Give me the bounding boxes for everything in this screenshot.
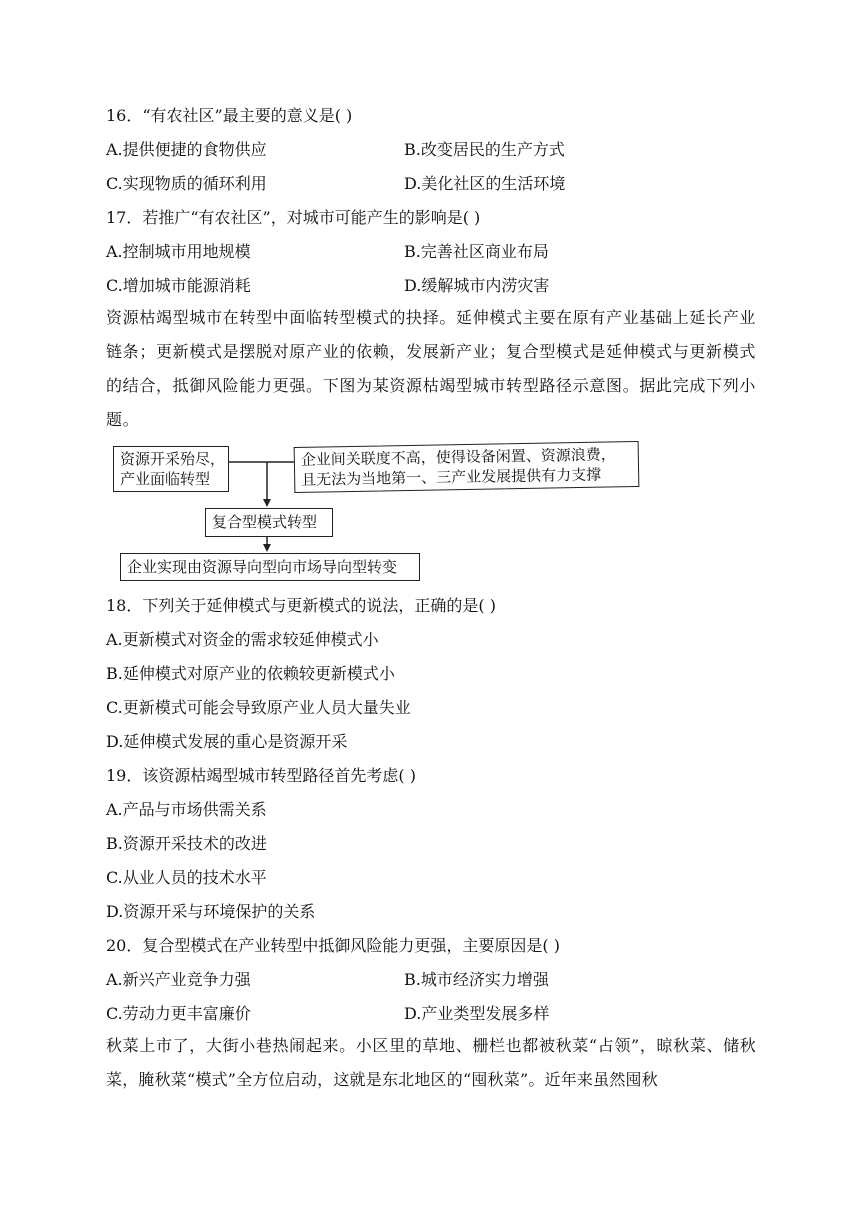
q19-option-a: A.产品与市场供需关系 (106, 800, 267, 819)
diagram-box-composite-model: 复合型模式转型 (205, 508, 333, 537)
q19-option-c: C.从业人员的技术水平 (106, 868, 267, 887)
q20-option-c: C.劳动力更丰富廉价 (106, 1004, 251, 1023)
q17-option-c: C.增加城市能源消耗 (106, 276, 251, 295)
q17-option-d: D.缓解城市内涝灾害 (404, 276, 550, 295)
q16-option-c: C.实现物质的循环利用 (106, 174, 267, 193)
q19-option-d: D.资源开采与环境保护的关系 (106, 902, 316, 921)
q17-stem: 17．若推广“有农社区”，对城市可能产生的影响是( ) (106, 208, 481, 227)
box2-line1: 企业间关联度不高，使得设备闲置、资源浪费， (300, 445, 616, 469)
diagram-box-low-linkage (294, 441, 640, 493)
q20-option-a: A.新兴产业竞争力强 (106, 970, 251, 989)
arrow-down-2 (263, 544, 271, 552)
q17-option-b: B.完善社区商业布局 (404, 242, 549, 261)
q20-stem: 20．复合型模式在产业转型中抵御风险能力更强，主要原因是( ) (106, 936, 560, 955)
q19-option-b: B.资源开采技术的改进 (106, 834, 267, 853)
passage-resource-cities: 资源枯竭型城市在转型中面临转型模式的抉择。延伸模式主要在原有产业基础上延长产业链条；更新模式是摆脱对原产业的依赖，发展新产业；复合型模式是延伸模式与更新模式的结合，抵御风险能力更强。下图为某资源枯竭型城市转型路径示意图。据此完成下列小题。 (106, 308, 756, 429)
box1-line1: 资源开采殆尽， (120, 450, 226, 468)
q18-stem: 18．下列关于延伸模式与更新模式的说法，正确的是( ) (106, 596, 496, 615)
q20-option-d: D.产业类型发展多样 (404, 1004, 550, 1023)
box2-line2: 且无法为当地第一、三产业发展提供有力支撑 (301, 465, 602, 489)
q18-option-d: D.延伸模式发展的重心是资源开采 (106, 732, 348, 751)
arrow-down-1 (263, 499, 271, 507)
box1-line2: 产业面临转型 (120, 470, 211, 488)
q17-option-a: A.控制城市用地规模 (106, 242, 251, 261)
q18-option-b: B.延伸模式对原产业的依赖较更新模式小 (106, 664, 395, 683)
passage-autumn-vegetables: 秋菜上市了，大街小巷热闹起来。小区里的草地、栅栏也都被秋菜“占领”，晾秋菜、储秋菜，腌秋菜“模式”全方位启动，这就是东北地区的“囤秋菜”。近年来虽然囤秋 (106, 1036, 756, 1089)
q18-option-c: C.更新模式可能会导致原产业人员大量失业 (106, 698, 411, 717)
q18-option-a: A.更新模式对资金的需求较延伸模式小 (106, 630, 379, 649)
q16-stem: 16．“有农社区”最主要的意义是( ) (106, 106, 353, 125)
q16-option-b: B.改变居民的生产方式 (404, 140, 565, 159)
diagram-box-resource-depleted (113, 446, 229, 492)
diagram-box-market-oriented: 企业实现由资源导向型向市场导向型转变 (120, 553, 420, 581)
q16-option-d: D.美化社区的生活环境 (404, 174, 566, 193)
q19-stem: 19．该资源枯竭型城市转型路径首先考虑( ) (106, 766, 416, 785)
q16-option-a: A.提供便捷的食物供应 (106, 140, 267, 159)
q20-option-b: B.城市经济实力增强 (404, 970, 549, 989)
